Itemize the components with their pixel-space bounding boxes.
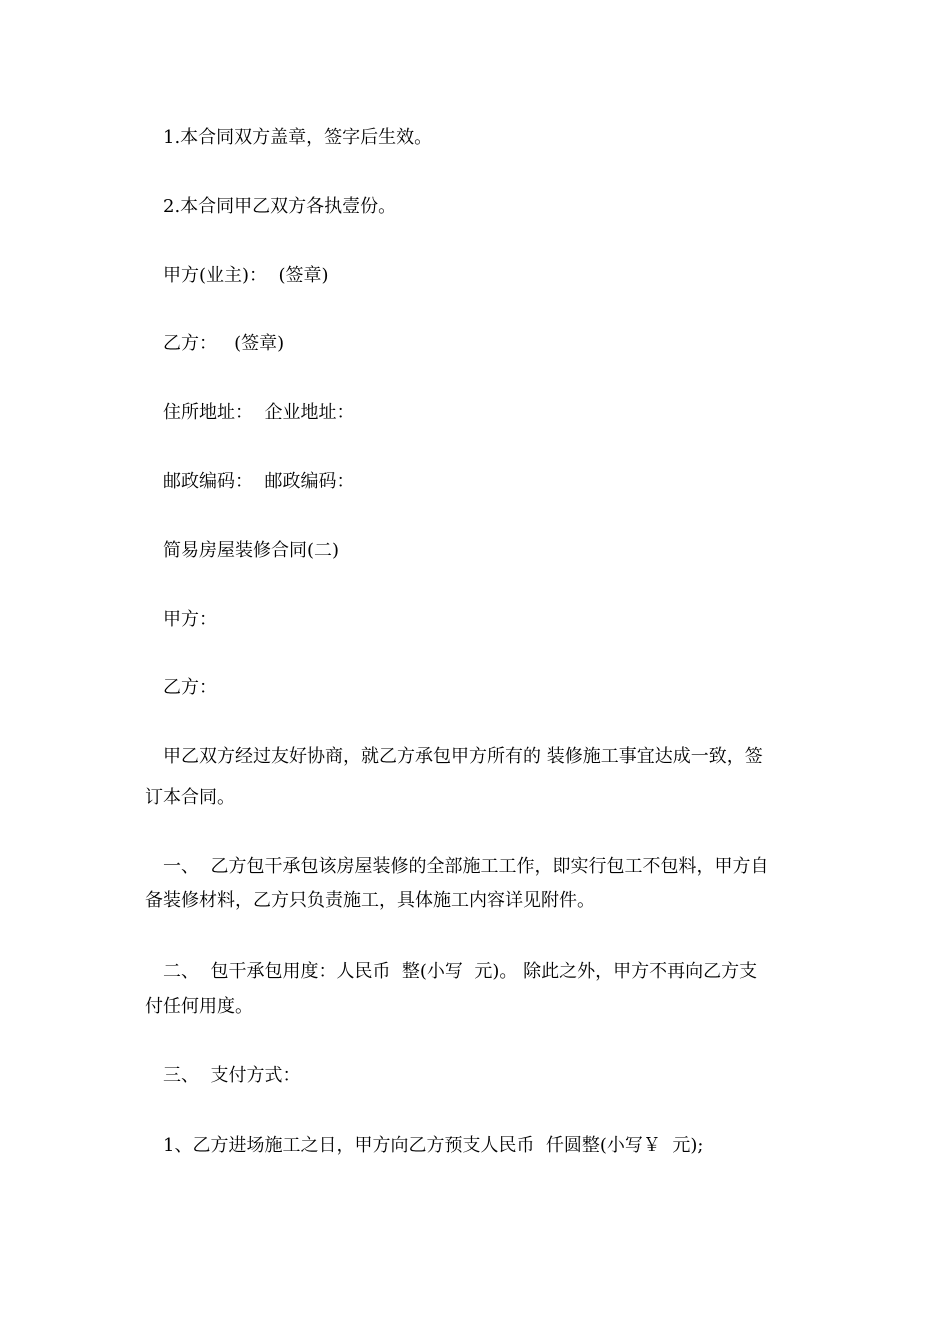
clause-1-line-2: 备装修材料，乙方只负责施工，具体施工内容详见附件。 [145, 890, 595, 911]
postal-code-line: 邮政编码： 邮政编码： [163, 471, 355, 492]
clause-effective: 1.本合同双方盖章，签字后生效。 [163, 127, 433, 148]
clause-2-line-1: 二、 包干承包用度：人民币 整(小写 元)。 除此之外，甲方不再向乙方支 [163, 961, 758, 982]
clause-1-line-1: 一、 乙方包干承包该房屋装修的全部施工工作，即实行包工不包料，甲方自 [163, 856, 769, 877]
clause-2-line-2: 付任何用度。 [145, 996, 253, 1017]
clause-3-heading: 三、 支付方式： [163, 1065, 301, 1086]
party-b-label: 乙方： [163, 677, 217, 698]
intro-paragraph-line-2: 订本合同。 [145, 787, 235, 808]
clause-copies: 2.本合同甲乙双方各执壹份。 [163, 196, 397, 217]
contract-title: 简易房屋装修合同(二) [163, 540, 340, 561]
party-b-signature: 乙方： (签章) [163, 333, 285, 354]
address-line: 住所地址： 企业地址： [163, 402, 355, 423]
party-a-label: 甲方： [163, 609, 217, 630]
intro-paragraph-line-1: 甲乙双方经过友好协商，就乙方承包甲方所有的 装修施工事宜达成一致，签 [163, 746, 763, 767]
party-a-signature: 甲方(业主)： (签章) [163, 265, 329, 286]
payment-item-1: 1、乙方进场施工之日，甲方向乙方预支人民币 仟圆整(小写￥ 元); [163, 1135, 704, 1156]
